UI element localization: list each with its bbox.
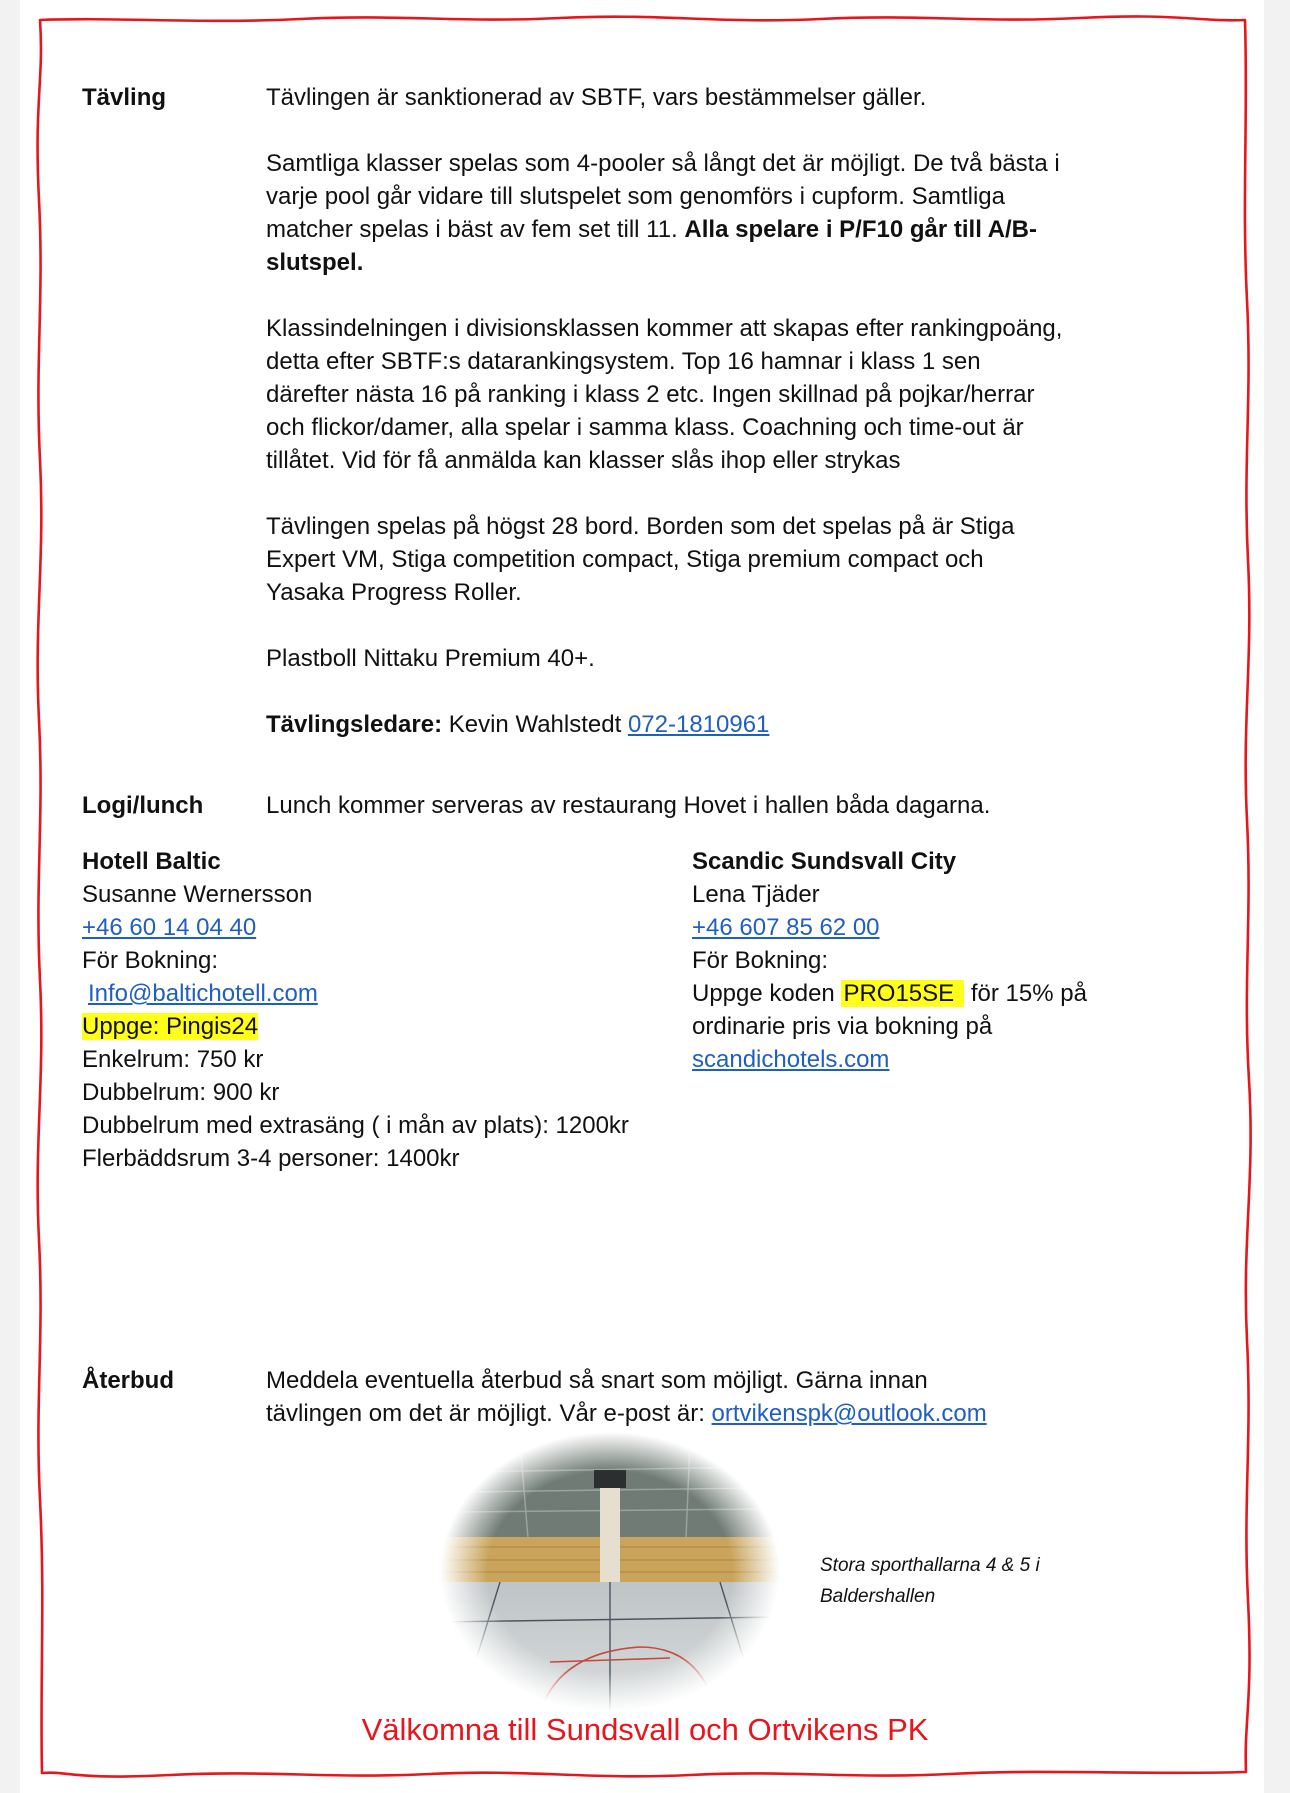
aterbud-email-link[interactable]: ortvikenspk@outlook.com bbox=[711, 1400, 987, 1427]
hotel-scandic-code-prefix: Uppge koden bbox=[692, 980, 835, 1007]
hotel-baltic-contact: Susanne Wernersson bbox=[82, 881, 313, 908]
hotel-scandic-website-link[interactable]: scandichotels.com bbox=[692, 1046, 890, 1073]
aterbud-body bbox=[266, 1364, 1096, 1430]
hotel-scandic-code-line bbox=[692, 977, 1087, 1010]
section-label-tavling: Tävling bbox=[82, 84, 167, 111]
room-price-double: Dubbelrum: 900 kr bbox=[82, 1079, 280, 1106]
logi-text: Lunch kommer serveras av restaurang Hovet i hallen båda dagarna. bbox=[266, 792, 991, 819]
hotel-baltic-block bbox=[82, 845, 629, 1175]
tavling-paragraph-5: Plastboll Nittaku Premium 40+. bbox=[266, 645, 595, 672]
welcome-footer: Välkomna till Sundsvall och Ortvikens PK bbox=[361, 1712, 929, 1747]
sports-hall-photo bbox=[440, 1432, 780, 1712]
hotel-baltic-name: Hotell Baltic bbox=[82, 848, 221, 875]
hotel-scandic-code-suffix: för 15% på bbox=[970, 980, 1087, 1007]
tavling-leader bbox=[266, 708, 1096, 741]
leader-phone-link[interactable]: 072-1810961 bbox=[627, 711, 770, 738]
hotel-scandic-block bbox=[692, 845, 1087, 1076]
tavling-paragraph-4: Tävlingen spelas på högst 28 bord. Borden som det spelas på är Stiga Expert VM, Stiga competition compact, Stiga premium compact och Yasaka Progress Roller. bbox=[266, 513, 1015, 606]
hotel-baltic-booking-label: För Bokning: bbox=[82, 947, 219, 974]
hotel-baltic-phone-link[interactable]: +46 60 14 04 40 bbox=[82, 914, 257, 941]
hotel-baltic-email-link[interactable]: Info@baltichotell.com bbox=[88, 980, 318, 1007]
tavling-paragraph-2-bold: Alla spelare i P/F10 går till A/B-slutspel. bbox=[266, 216, 1037, 276]
room-price-family: Flerbäddsrum 3-4 personer: 1400kr bbox=[82, 1145, 460, 1172]
tavling-paragraph-1: Tävlingen är sanktionerad av SBTF, vars bestämmelser gäller. bbox=[266, 84, 927, 111]
tavling-paragraph-2-text: Samtliga klasser spelas som 4-pooler så långt det är möjligt. De två bästa i varje pool går vidare till slutspelet som genomförs i cupform. Samtliga matcher spelas i bäst av fem set till 11. bbox=[266, 150, 1060, 243]
hotel-scandic-name: Scandic Sundsvall City bbox=[692, 848, 957, 875]
aterbud-line-1: Meddela eventuella återbud så snart som möjligt. Gärna innan bbox=[266, 1367, 928, 1394]
photo-caption: Stora sporthallarna 4 & 5 i Baldershallen bbox=[820, 1555, 1040, 1607]
tavling-paragraph-2 bbox=[266, 147, 1086, 279]
hotel-scandic-line2: ordinarie pris via bokning på bbox=[692, 1013, 993, 1040]
section-label-logi: Logi/lunch bbox=[82, 792, 204, 819]
hotel-scandic-contact: Lena Tjäder bbox=[692, 881, 820, 908]
leader-label: Tävlingsledare: bbox=[266, 711, 443, 738]
hotel-scandic-booking-label: För Bokning: bbox=[692, 947, 829, 974]
leader-name: Kevin Wahlstedt bbox=[448, 711, 622, 738]
tavling-body bbox=[266, 81, 1096, 741]
hotel-scandic-code: PRO15SE bbox=[841, 980, 964, 1007]
room-price-single: Enkelrum: 750 kr bbox=[82, 1046, 264, 1073]
hotel-scandic-phone-link[interactable]: +46 607 85 62 00 bbox=[692, 914, 880, 941]
aterbud-line-2 bbox=[266, 1397, 1096, 1430]
tavling-paragraph-3: Klassindelningen i divisionsklassen kommer att skapas efter rankingpoäng, detta efter SBTF:s datarankingsystem. Top 16 hamnar i klass 1 sen därefter nästa 16 på ranking i klass 2 etc. Ingen skillnad på pojkar/herrar och flickor/damer, alla spelar i samma klass. Coachning och time-out är tillåtet. Vid för få anmälda kan klasser slås ihop eller strykas bbox=[266, 315, 1063, 474]
room-price-double-extra: Dubbelrum med extrasäng ( i mån av plats): 1200kr bbox=[82, 1112, 629, 1139]
section-label-aterbud: Återbud bbox=[82, 1367, 174, 1394]
aterbud-line-2-text: tävlingen om det är möjligt. Vår e-post är: bbox=[266, 1400, 705, 1427]
hotel-baltic-code: Uppge: Pingis24 bbox=[82, 1013, 259, 1040]
